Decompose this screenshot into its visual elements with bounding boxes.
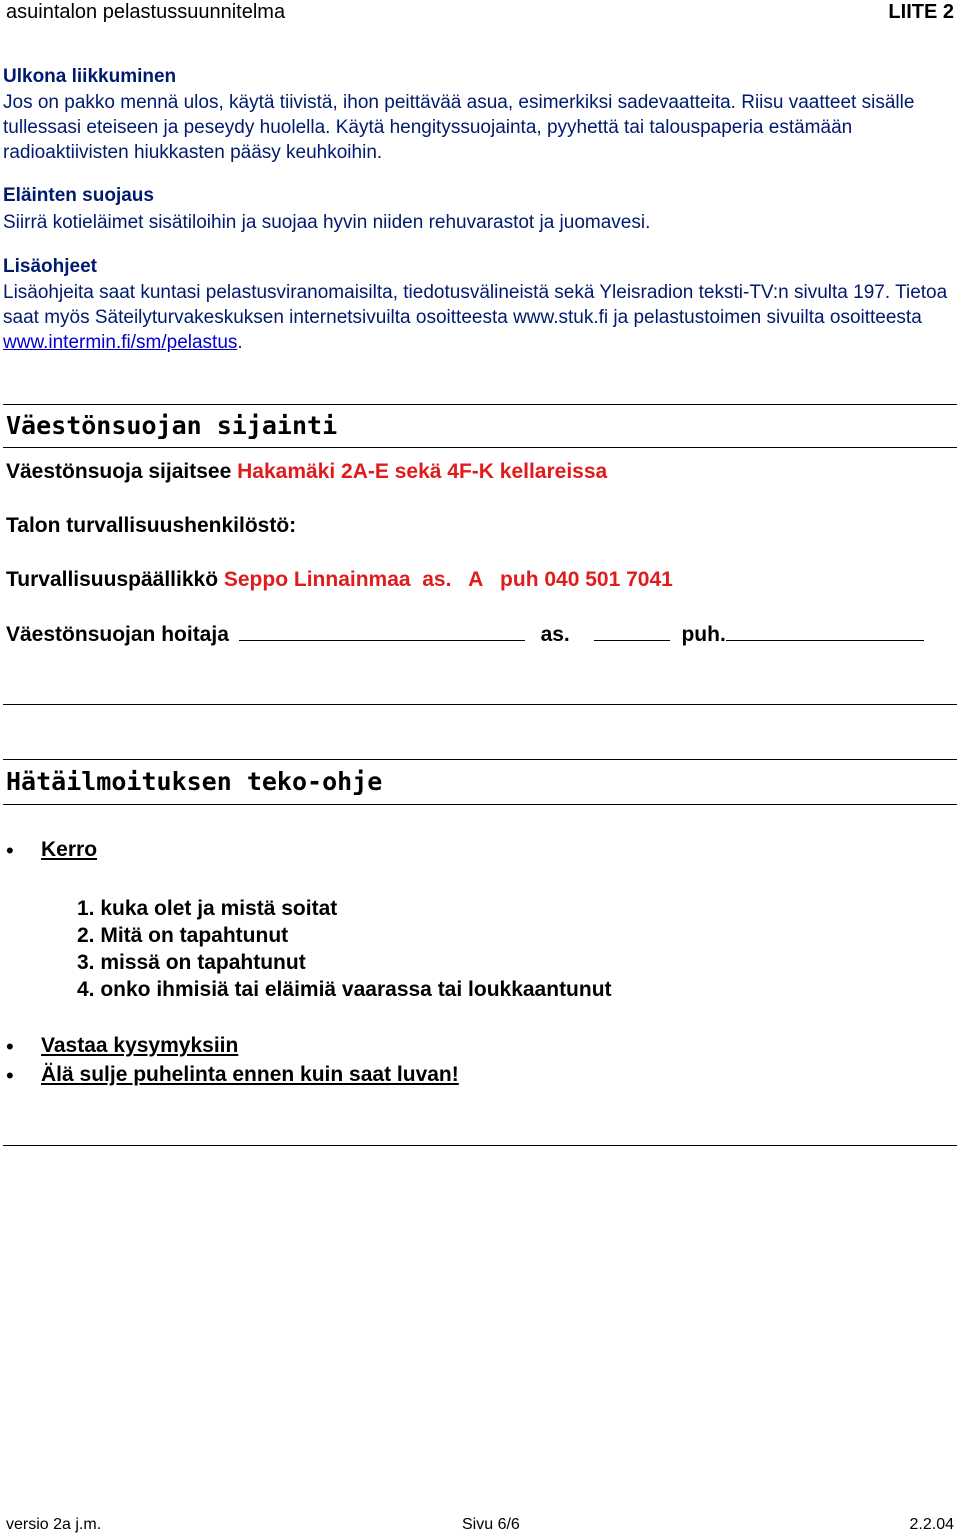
- keeper-phone-label: puh.: [681, 623, 726, 646]
- emergency-step-1: 1. kuka olet ja mistä soitat: [77, 897, 338, 920]
- dont-hang-up-label: Älä sulje puhelinta ennen kuin saat luvan!: [41, 1063, 459, 1086]
- footer-page: Sivu 6/6: [462, 1516, 520, 1533]
- manager-label: Turvallisuuspäällikkö: [6, 568, 219, 591]
- shelter-keeper: [6, 622, 924, 647]
- divider-emergency-end: [3, 1145, 957, 1146]
- keeper-as-blank[interactable]: [594, 622, 670, 641]
- keeper-label: Väestönsuojan hoitaja: [6, 623, 229, 646]
- divider-shelter-heading: [3, 447, 957, 448]
- shelter-location: [6, 460, 607, 484]
- divider-emergency-heading: [3, 804, 957, 805]
- divider-shelter-end: [3, 704, 957, 705]
- tell-label: Kerro: [41, 838, 98, 861]
- animals-title: Eläinten suojaus: [3, 185, 154, 206]
- footer-version: versio 2a j.m.: [6, 1516, 102, 1533]
- shelter-heading: Väestönsuojan sijainti: [6, 411, 338, 440]
- outdoor-body: Jos on pakko mennä ulos, käytä tiivistä, ihon peittävää asua, esimerkiksi sadevaatteita. Riisu vaatteet sisälle tullessasi eteiseen ja peseydy huolella. Käytä hengityssuojainta, pyyhettä tai talouspaperia estämään radioaktiivisten hiukkasten pääsy keuhkoihin.: [3, 92, 915, 163]
- bullet-answer: •: [6, 1034, 14, 1059]
- more-info-suffix: .: [237, 332, 243, 353]
- divider-top: [3, 404, 957, 405]
- more-info-title: Lisäohjeet: [3, 256, 97, 277]
- emergency-step-3: 3. missä on tapahtunut: [77, 951, 306, 974]
- divider-emergency-top: [3, 759, 957, 760]
- shelter-location-value: Hakamäki 2A-E sekä 4F-K kellareissa: [237, 460, 608, 483]
- document-title: asuintalon pelastussuunnitelma: [6, 1, 286, 23]
- keeper-name-blank[interactable]: [239, 622, 525, 641]
- appendix-label: LIITE 2: [888, 1, 954, 23]
- shelter-location-label: Väestönsuoja sijaitsee: [6, 460, 232, 483]
- bullet-tell: •: [6, 838, 14, 863]
- footer-date: 2.2.04: [909, 1516, 954, 1533]
- animals-body: Siirrä kotieläimet sisätiloihin ja suojaa hyvin niiden rehuvarastot ja juomavesi.: [3, 212, 651, 233]
- answer-label: Vastaa kysymyksiin: [41, 1034, 239, 1057]
- emergency-heading: Hätäilmoituksen teko-ohje: [6, 767, 383, 796]
- keeper-phone-blank[interactable]: [726, 622, 924, 641]
- safety-manager: [6, 568, 673, 592]
- manager-value: Seppo Linnainmaa as. A puh 040 501 7041: [223, 568, 673, 591]
- staff-label: Talon turvallisuushenkilöstö:: [6, 514, 297, 537]
- emergency-step-2: 2. Mitä on tapahtunut: [77, 924, 289, 947]
- outdoor-title: Ulkona liikkuminen: [3, 66, 177, 87]
- pelastus-link[interactable]: www.intermin.fi/sm/pelastus: [3, 332, 238, 353]
- bullet-dont-hang-up: •: [6, 1063, 14, 1088]
- keeper-as-label: as.: [540, 623, 570, 646]
- more-info-body: [3, 280, 948, 355]
- more-info-text: Lisäohjeita saat kuntasi pelastusviranomaisilta, tiedotusvälineistä sekä Yleisradion teksti-TV:n sivulta 197. Tietoa saat myös Säteilyturvakeskuksen internetsivuilta osoitteesta www.stuk.fi ja pelastustoimen sivuilta osoitteesta: [3, 282, 948, 328]
- emergency-step-4: 4. onko ihmisiä tai eläimiä vaarassa tai loukkaantunut: [77, 978, 612, 1001]
